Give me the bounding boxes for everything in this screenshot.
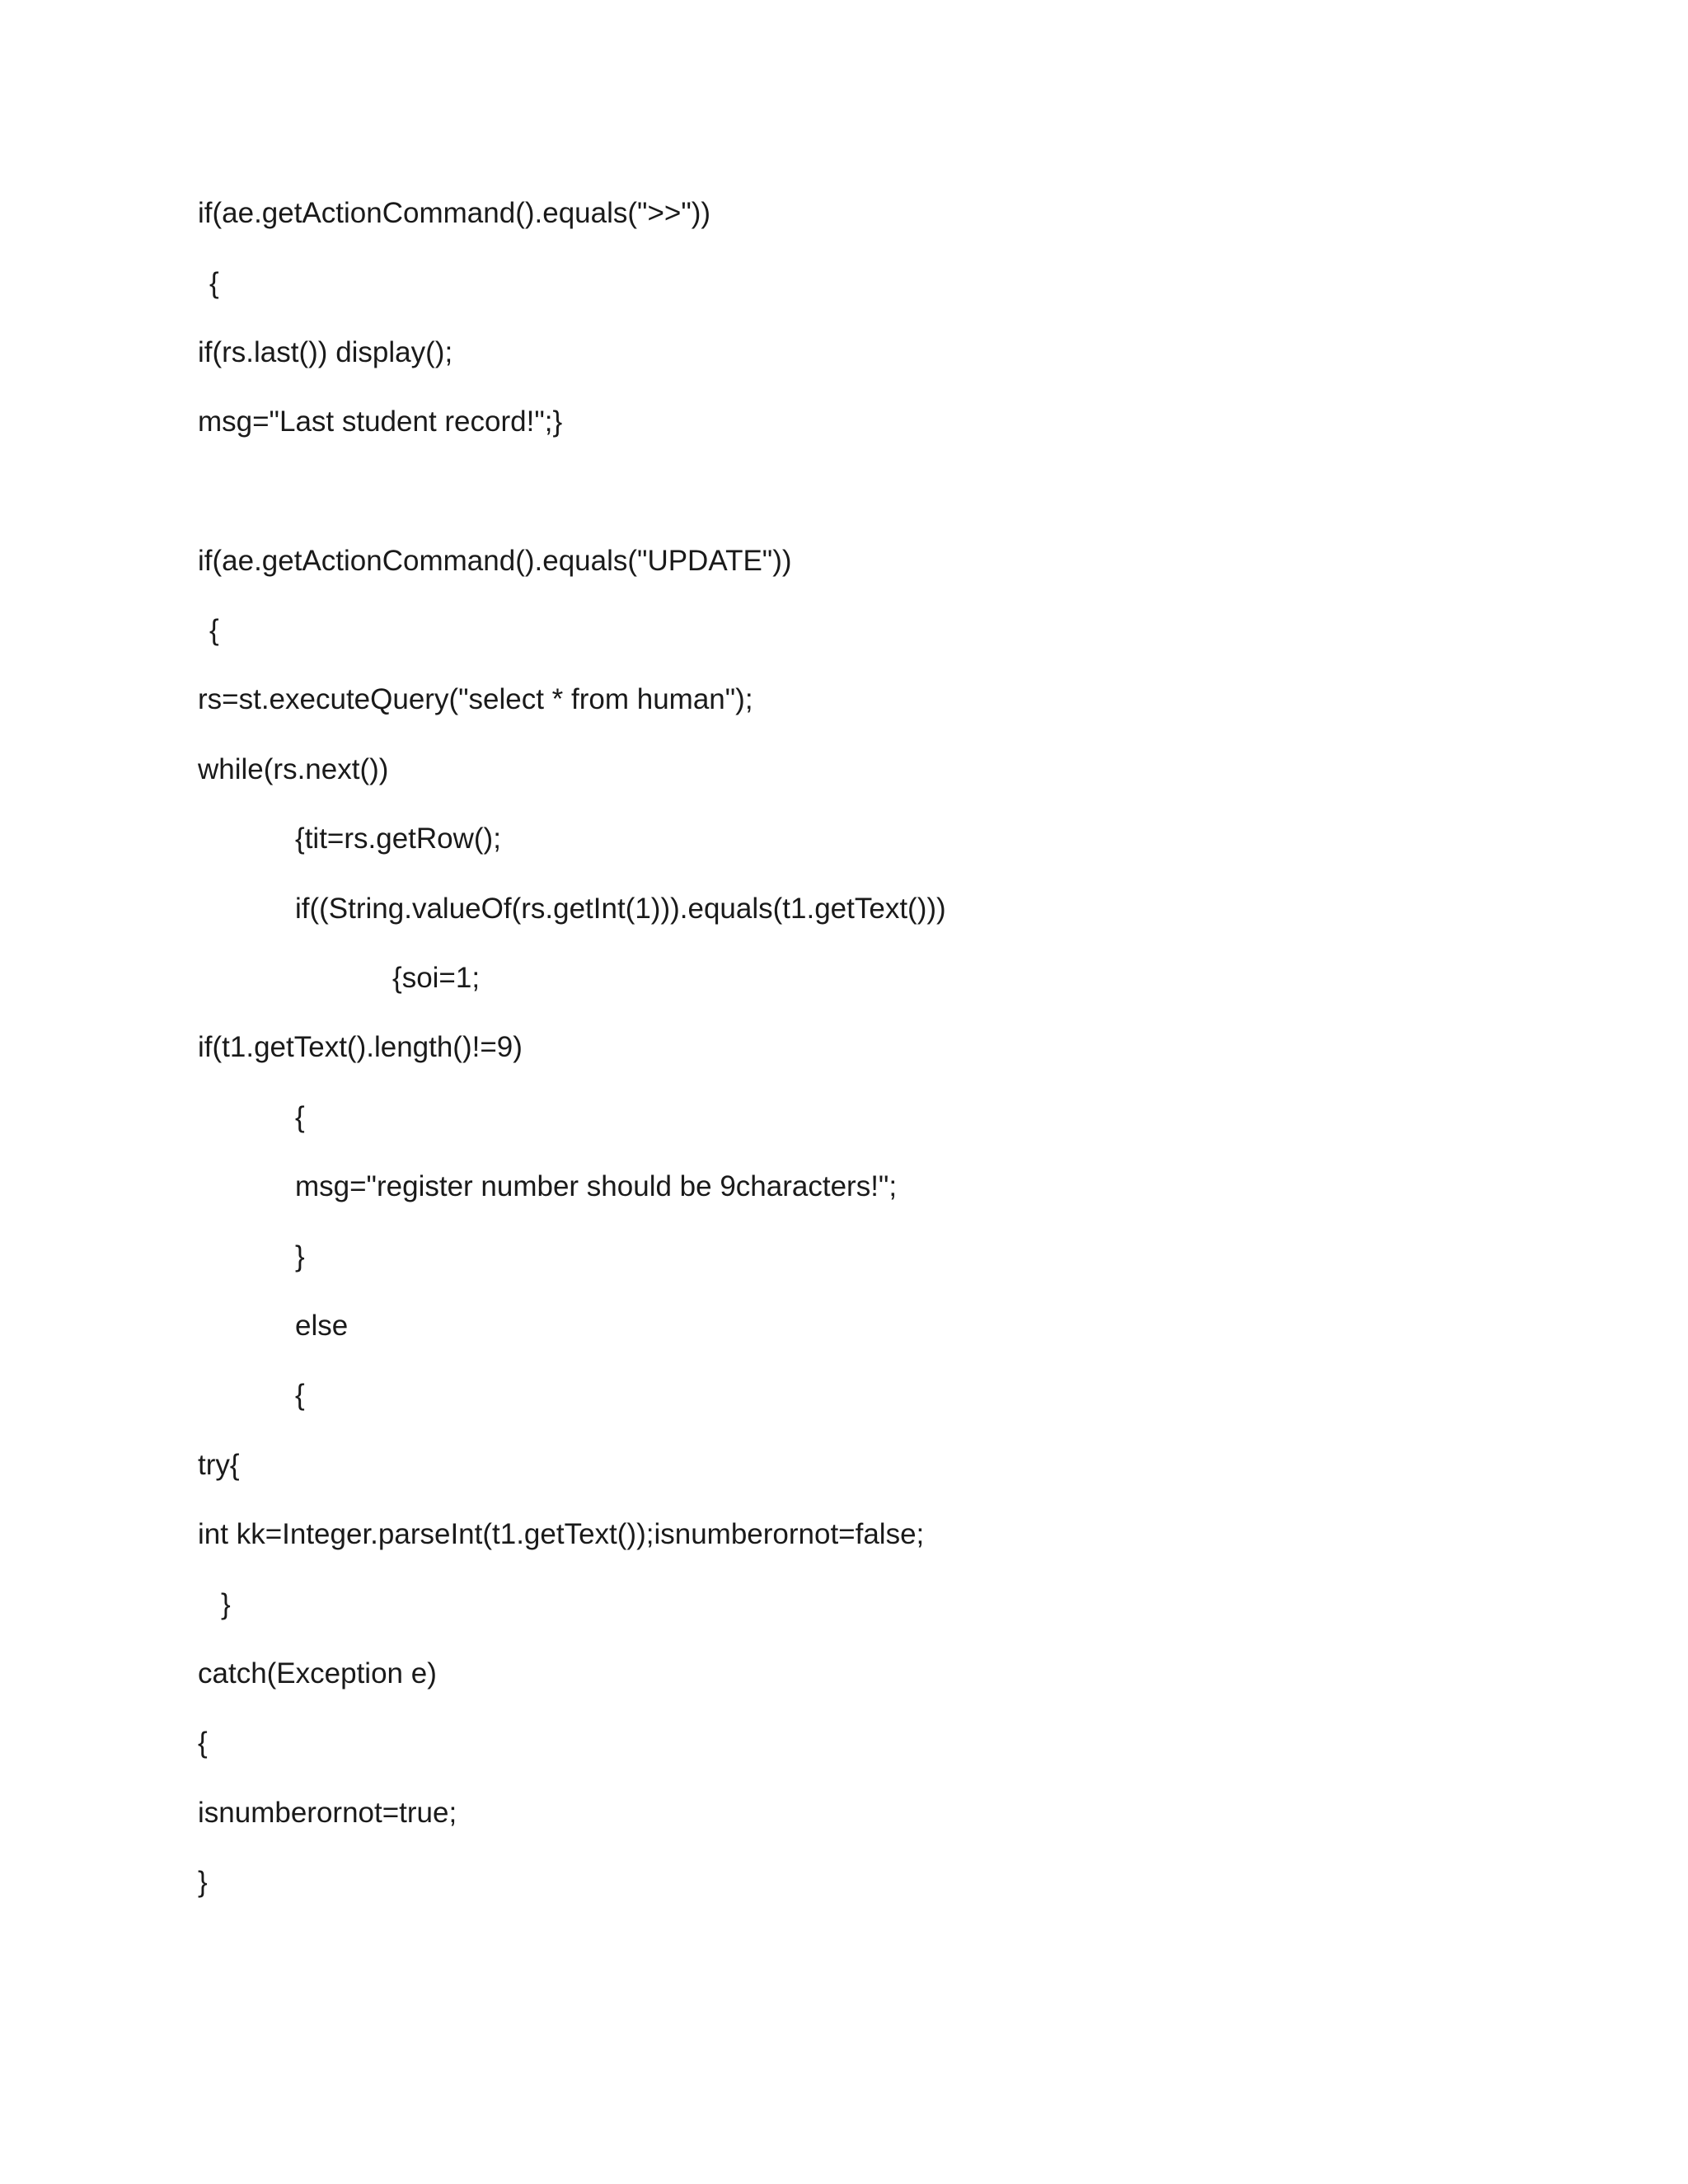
code-line: int kk=Integer.parseInt(t1.getText());isnumberornot=false; — [198, 1518, 925, 1550]
code-line: msg="Last student record!";} — [198, 405, 563, 438]
code-line: rs=st.executeQuery("select * from human"); — [198, 683, 753, 715]
code-line: if(rs.last()) display(); — [198, 336, 453, 368]
code-line: } — [221, 1588, 231, 1620]
code-line: { — [198, 1727, 208, 1759]
code-line: if((String.valueOf(rs.getInt(1))).equals(t1.getText())) — [295, 893, 946, 925]
code-line: { — [209, 267, 219, 299]
code-line: while(rs.next()) — [198, 753, 389, 785]
code-line: else — [295, 1310, 349, 1342]
code-line: catch(Exception e) — [198, 1657, 437, 1690]
code-line: if(ae.getActionCommand().equals("UPDATE")) — [198, 545, 792, 577]
code-line: { — [295, 1379, 305, 1411]
code-line: {soi=1; — [392, 962, 481, 994]
code-line: msg="register number should be 9characters!"; — [295, 1170, 898, 1202]
code-line: } — [295, 1240, 305, 1272]
code-line: { — [295, 1101, 305, 1133]
code-line: {tit=rs.getRow(); — [295, 823, 501, 855]
code-line: { — [209, 614, 219, 646]
code-line: } — [198, 1866, 208, 1898]
code-line: if(ae.getActionCommand().equals(">>")) — [198, 197, 711, 229]
code-line: isnumberornot=true; — [198, 1797, 457, 1829]
code-line: try{ — [198, 1449, 240, 1481]
code-line: if(t1.getText().length()!=9) — [198, 1031, 523, 1063]
